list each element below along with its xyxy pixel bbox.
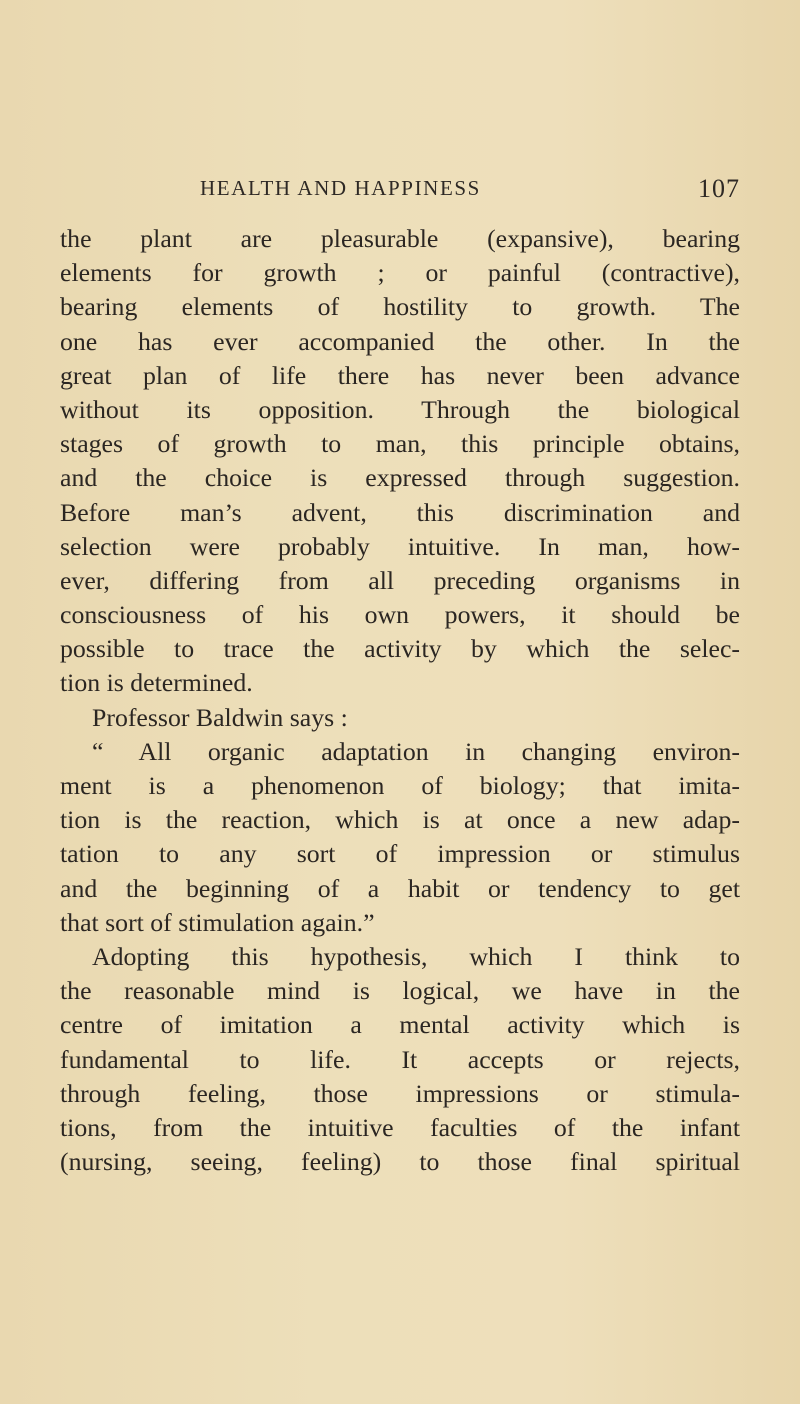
text-line: “ All organic adaptation in changing environ-: [92, 736, 740, 766]
text-line: the plant are pleasurable (expansive), bearing: [60, 224, 740, 253]
text-line: stages of growth to man, this principle obtains,: [60, 429, 740, 459]
body-text: [60, 222, 740, 1179]
text-line: without its opposition. Through the biological: [60, 394, 740, 424]
text-line: ment is a phenomenon of biology; that imita-: [60, 771, 740, 800]
text-line: (nursing, seeing, feeling) to those final spiritual: [60, 1147, 740, 1177]
text-line: possible to trace the activity by which the selec-: [60, 634, 740, 664]
page-number: 107: [698, 174, 740, 203]
text-line: Adopting this hypothesis, which I think to: [92, 941, 740, 971]
text-line: tion is determined.: [60, 668, 253, 698]
text-line: fundamental to life. It accepts or rejects,: [60, 1044, 740, 1074]
text-line: selection were probably intuitive. In man, how-: [60, 531, 740, 561]
text-line: through feeling, those impressions or stimula-: [60, 1078, 740, 1108]
text-line: Professor Baldwin says :: [92, 702, 348, 732]
text-line: tation to any sort of impression or stimulus: [60, 839, 740, 869]
text-line: tion is the reaction, which is at once a new adap-: [60, 805, 740, 835]
text-line: Before man’s advent, this discrimination and: [60, 497, 740, 527]
text-line: elements for growth ; or painful (contractive),: [60, 258, 740, 288]
text-line: ever, differing from all preceding organisms in: [60, 565, 740, 595]
text-line: that sort of stimulation again.”: [60, 907, 375, 937]
text-line: and the beginning of a habit or tendency to get: [60, 873, 740, 903]
text-line: great plan of life there has never been advance: [60, 360, 740, 390]
text-line: and the choice is expressed through suggestion.: [60, 463, 740, 493]
text-line: tions, from the intuitive faculties of the infant: [60, 1112, 740, 1142]
text-line: centre of imitation a mental activity which is: [60, 1010, 740, 1040]
text-line: consciousness of his own powers, it should be: [60, 600, 740, 630]
text-line: one has ever accompanied the other. In the: [60, 326, 740, 356]
text-line: the reasonable mind is logical, we have in the: [60, 976, 740, 1006]
text-line: bearing elements of hostility to growth. The: [60, 292, 740, 322]
running-head: [60, 176, 740, 208]
running-title: HEALTH AND HAPPINESS: [200, 176, 481, 200]
